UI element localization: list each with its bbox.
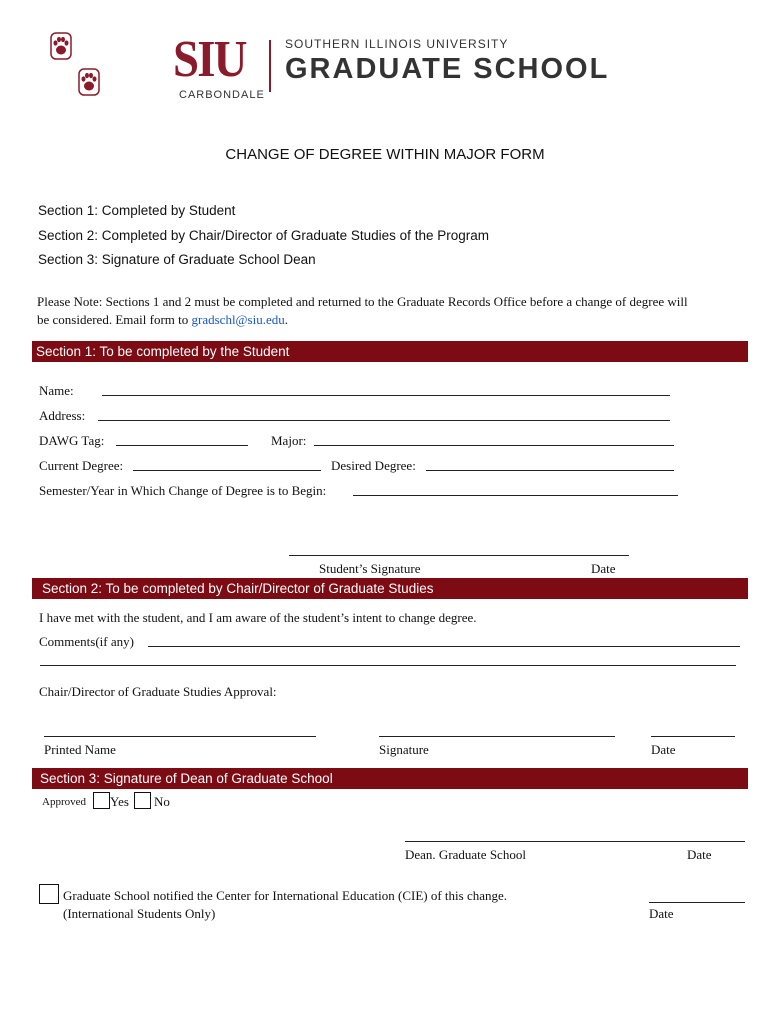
comments-label: Comments(if any): [39, 634, 134, 649]
siu-logo-mark: SIU: [173, 31, 246, 88]
section-1-header: Section 1: To be completed by the Student: [32, 341, 748, 362]
approved-no-checkbox[interactable]: [134, 792, 151, 809]
overview-section-2: Section 2: Completed by Chair/Director of Graduate Studies of the Program: [38, 228, 489, 243]
university-name: SOUTHERN ILLINOIS UNIVERSITY: [285, 37, 509, 51]
student-date-label: Date: [591, 561, 616, 576]
chair-signature-line[interactable]: [379, 726, 615, 737]
student-signature-label: Student’s Signature: [319, 561, 421, 576]
paw-icon: [78, 68, 100, 96]
approved-label: Approved: [42, 796, 86, 808]
submission-note: [37, 293, 697, 329]
cie-notified-checkbox[interactable]: [39, 884, 59, 904]
email-link[interactable]: gradschl@siu.edu: [191, 312, 285, 327]
name-label: Name:: [39, 383, 74, 398]
note-end: .: [284, 312, 288, 327]
siu-logo-campus: CARBONDALE: [179, 89, 265, 101]
comments-field-line-1[interactable]: [148, 636, 740, 647]
address-field[interactable]: [98, 410, 670, 421]
yes-label: Yes: [110, 794, 129, 809]
printed-name-label: Printed Name: [44, 742, 116, 757]
semester-field[interactable]: [353, 485, 678, 496]
dean-date-label: Date: [687, 847, 712, 862]
address-label: Address:: [39, 408, 86, 423]
chair-date-label: Date: [651, 742, 676, 757]
dean-label: Dean. Graduate School: [405, 847, 526, 862]
major-field[interactable]: [314, 435, 674, 446]
paw-icon: [50, 32, 72, 60]
note-text: Please Note: Sections 1 and 2 must be completed and returned to the Graduate Records Office before a change of degree will be considered. Email form to: [37, 294, 688, 327]
section-2-header: Section 2: To be completed by Chair/Director of Graduate Studies: [32, 578, 748, 599]
major-label: Major:: [271, 433, 307, 448]
current-degree-label: Current Degree:: [39, 458, 124, 473]
name-field[interactable]: [102, 385, 670, 396]
semester-label: Semester/Year in Which Change of Degree is to Begin:: [39, 483, 327, 498]
overview-section-1: Section 1: Completed by Student: [38, 203, 236, 218]
approved-yes-checkbox[interactable]: [93, 792, 110, 809]
dean-signature-line[interactable]: [405, 831, 745, 842]
graduate-school-name: GRADUATE SCHOOL: [285, 53, 610, 85]
cie-date-line[interactable]: [649, 892, 745, 903]
section-3-header: Section 3: Signature of Dean of Graduate School: [32, 768, 748, 789]
current-degree-field[interactable]: [133, 460, 321, 471]
student-signature-line[interactable]: [289, 545, 629, 556]
dawg-tag-field[interactable]: [116, 435, 248, 446]
approval-label: Chair/Director of Graduate Studies Approval:: [39, 684, 277, 699]
no-label: No: [154, 794, 170, 809]
overview-section-3: Section 3: Signature of Graduate School Dean: [38, 252, 316, 267]
chair-signature-label: Signature: [379, 742, 429, 757]
chair-date-line[interactable]: [651, 726, 735, 737]
cie-notice-line-2: (International Students Only): [63, 906, 216, 921]
logo-divider: [269, 40, 271, 92]
dawg-tag-label: DAWG Tag:: [39, 433, 105, 448]
desired-degree-label: Desired Degree:: [331, 458, 416, 473]
form-title: CHANGE OF DEGREE WITHIN MAJOR FORM: [225, 146, 545, 163]
cie-notice-line-1: Graduate School notified the Center for International Education (CIE) of this change.: [63, 888, 508, 903]
desired-degree-field[interactable]: [426, 460, 674, 471]
intent-statement: I have met with the student, and I am aware of the student’s intent to change degree.: [39, 610, 477, 625]
comments-field-line-2[interactable]: [40, 655, 736, 666]
cie-date-label: Date: [649, 906, 674, 921]
printed-name-line[interactable]: [44, 726, 316, 737]
